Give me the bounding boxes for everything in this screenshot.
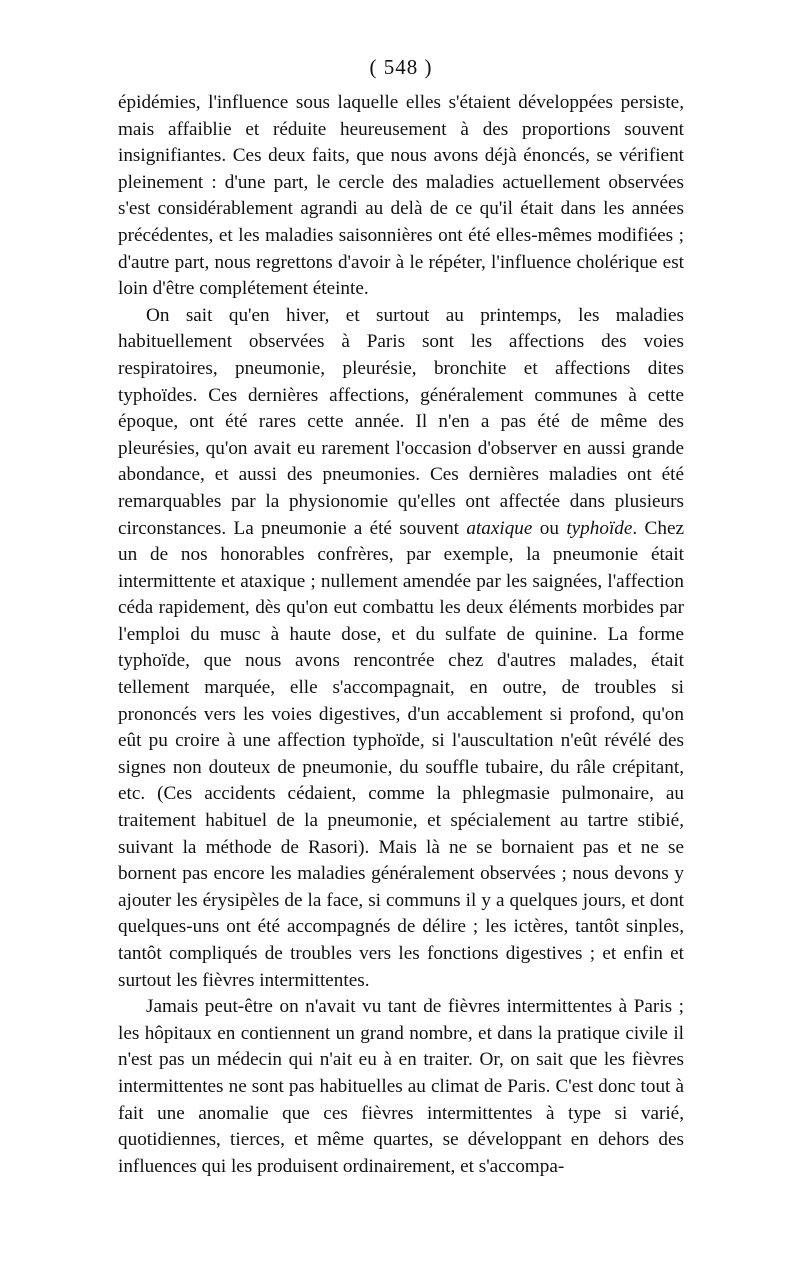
body-text: [118, 90, 684, 1180]
paragraph: [118, 994, 684, 1180]
document-page: [118, 52, 684, 1180]
text-run: . Chez un de nos honorables confrères, par exemple, la pneumonie était intermittente et ataxique ; nullement amendée par les saignées, l'affection céda rapidement, dès qu'on eut combattu les deux éléments morbides par l'emploi du musc à haute dose, et du sulfate de quinine. La forme typhoïde, que nous avons rencontrée chez d'autres malades, était tellement marquée, elle s'accompagnait, en outre, de troubles si prononcés vers les voies digestives, d'un accablement si profond, qu'on eût pu croire à une affection typhoïde, si l'auscultation n'eût révélé des signes non douteux de pneumonie, du souffle tubaire, du râle crépitant, etc. (Ces accidents cédaient, comme la phlegmasie pulmonaire, au traitement habituel de la pneumonie, et spécialement au tartre stibié, suivant la méthode de Rasori). Mais là ne se bornaient pas et ne se bornent pas encore les maladies généralement observées ; nous devons y ajouter les érysipèles de la face, si communs il y a quelques jours, et dont quelques-uns ont été accompagnés de délire ; les ictères, tantôt sinples, tantôt compliqués de troubles vers les fonctions digestives ; et enfin et surtout les fièvres intermittentes.: [118, 517, 684, 991]
italic-term: ataxique: [466, 517, 533, 539]
paragraph: [118, 90, 684, 303]
page-number: ( 548 ): [369, 55, 433, 79]
text-run: Jamais peut-être on n'avait vu tant de fièvres intermittentes à Paris ; les hôpitaux en contiennent un grand nombre, et dans la pratique civile il n'est pas un médecin qui n'ait eu à en traiter. Or, on sait que les fièvres intermittentes ne sont pas habituelles au climat de Paris. C'est donc tout à fait une anomalie que ces fièvres intermittentes à type si varié, quotidiennes, tierces, et même quartes, se développant en dehors des influences qui les produisent ordinairement, et s'accompa-: [118, 996, 684, 1177]
text-run: ou: [532, 517, 567, 539]
text-run: épidémies, l'influence sous laquelle elles s'étaient développées persiste, mais affaiblie et réduite heureusement à des proportions souvent insignifiantes. Ces deux faits, que nous avons déjà énoncés, se vérifient pleinement : d'une part, le cercle des maladies actuellement observées s'est considérablement agrandi au delà de ce qu'il était dans les années précédentes, et les maladies saisonnières ont été elles-mêmes modifiées ; d'autre part, nous regrettons d'avoir à le répéter, l'influence cholérique est loin d'être complétement éteinte.: [118, 92, 684, 300]
text-run: On sait qu'en hiver, et surtout au printemps, les maladies habituellement observées à Paris sont les affections des voies respiratoires, pneumonie, pleurésie, bronchite et affections dites typhoïdes. Ces dernières affections, généralement communes à cette époque, ont été rares cette année. Il n'en a pas été de même des pleurésies, qu'on avait eu rarement l'occasion d'observer en aussi grande abondance, et aussi des pneumonies. Ces dernières maladies ont été remarquables par la physionomie qu'elles ont affectée dans plusieurs circonstances. La pneumonie a été souvent: [118, 304, 684, 539]
italic-term: typhoïde: [566, 517, 633, 539]
paragraph: [118, 303, 684, 994]
